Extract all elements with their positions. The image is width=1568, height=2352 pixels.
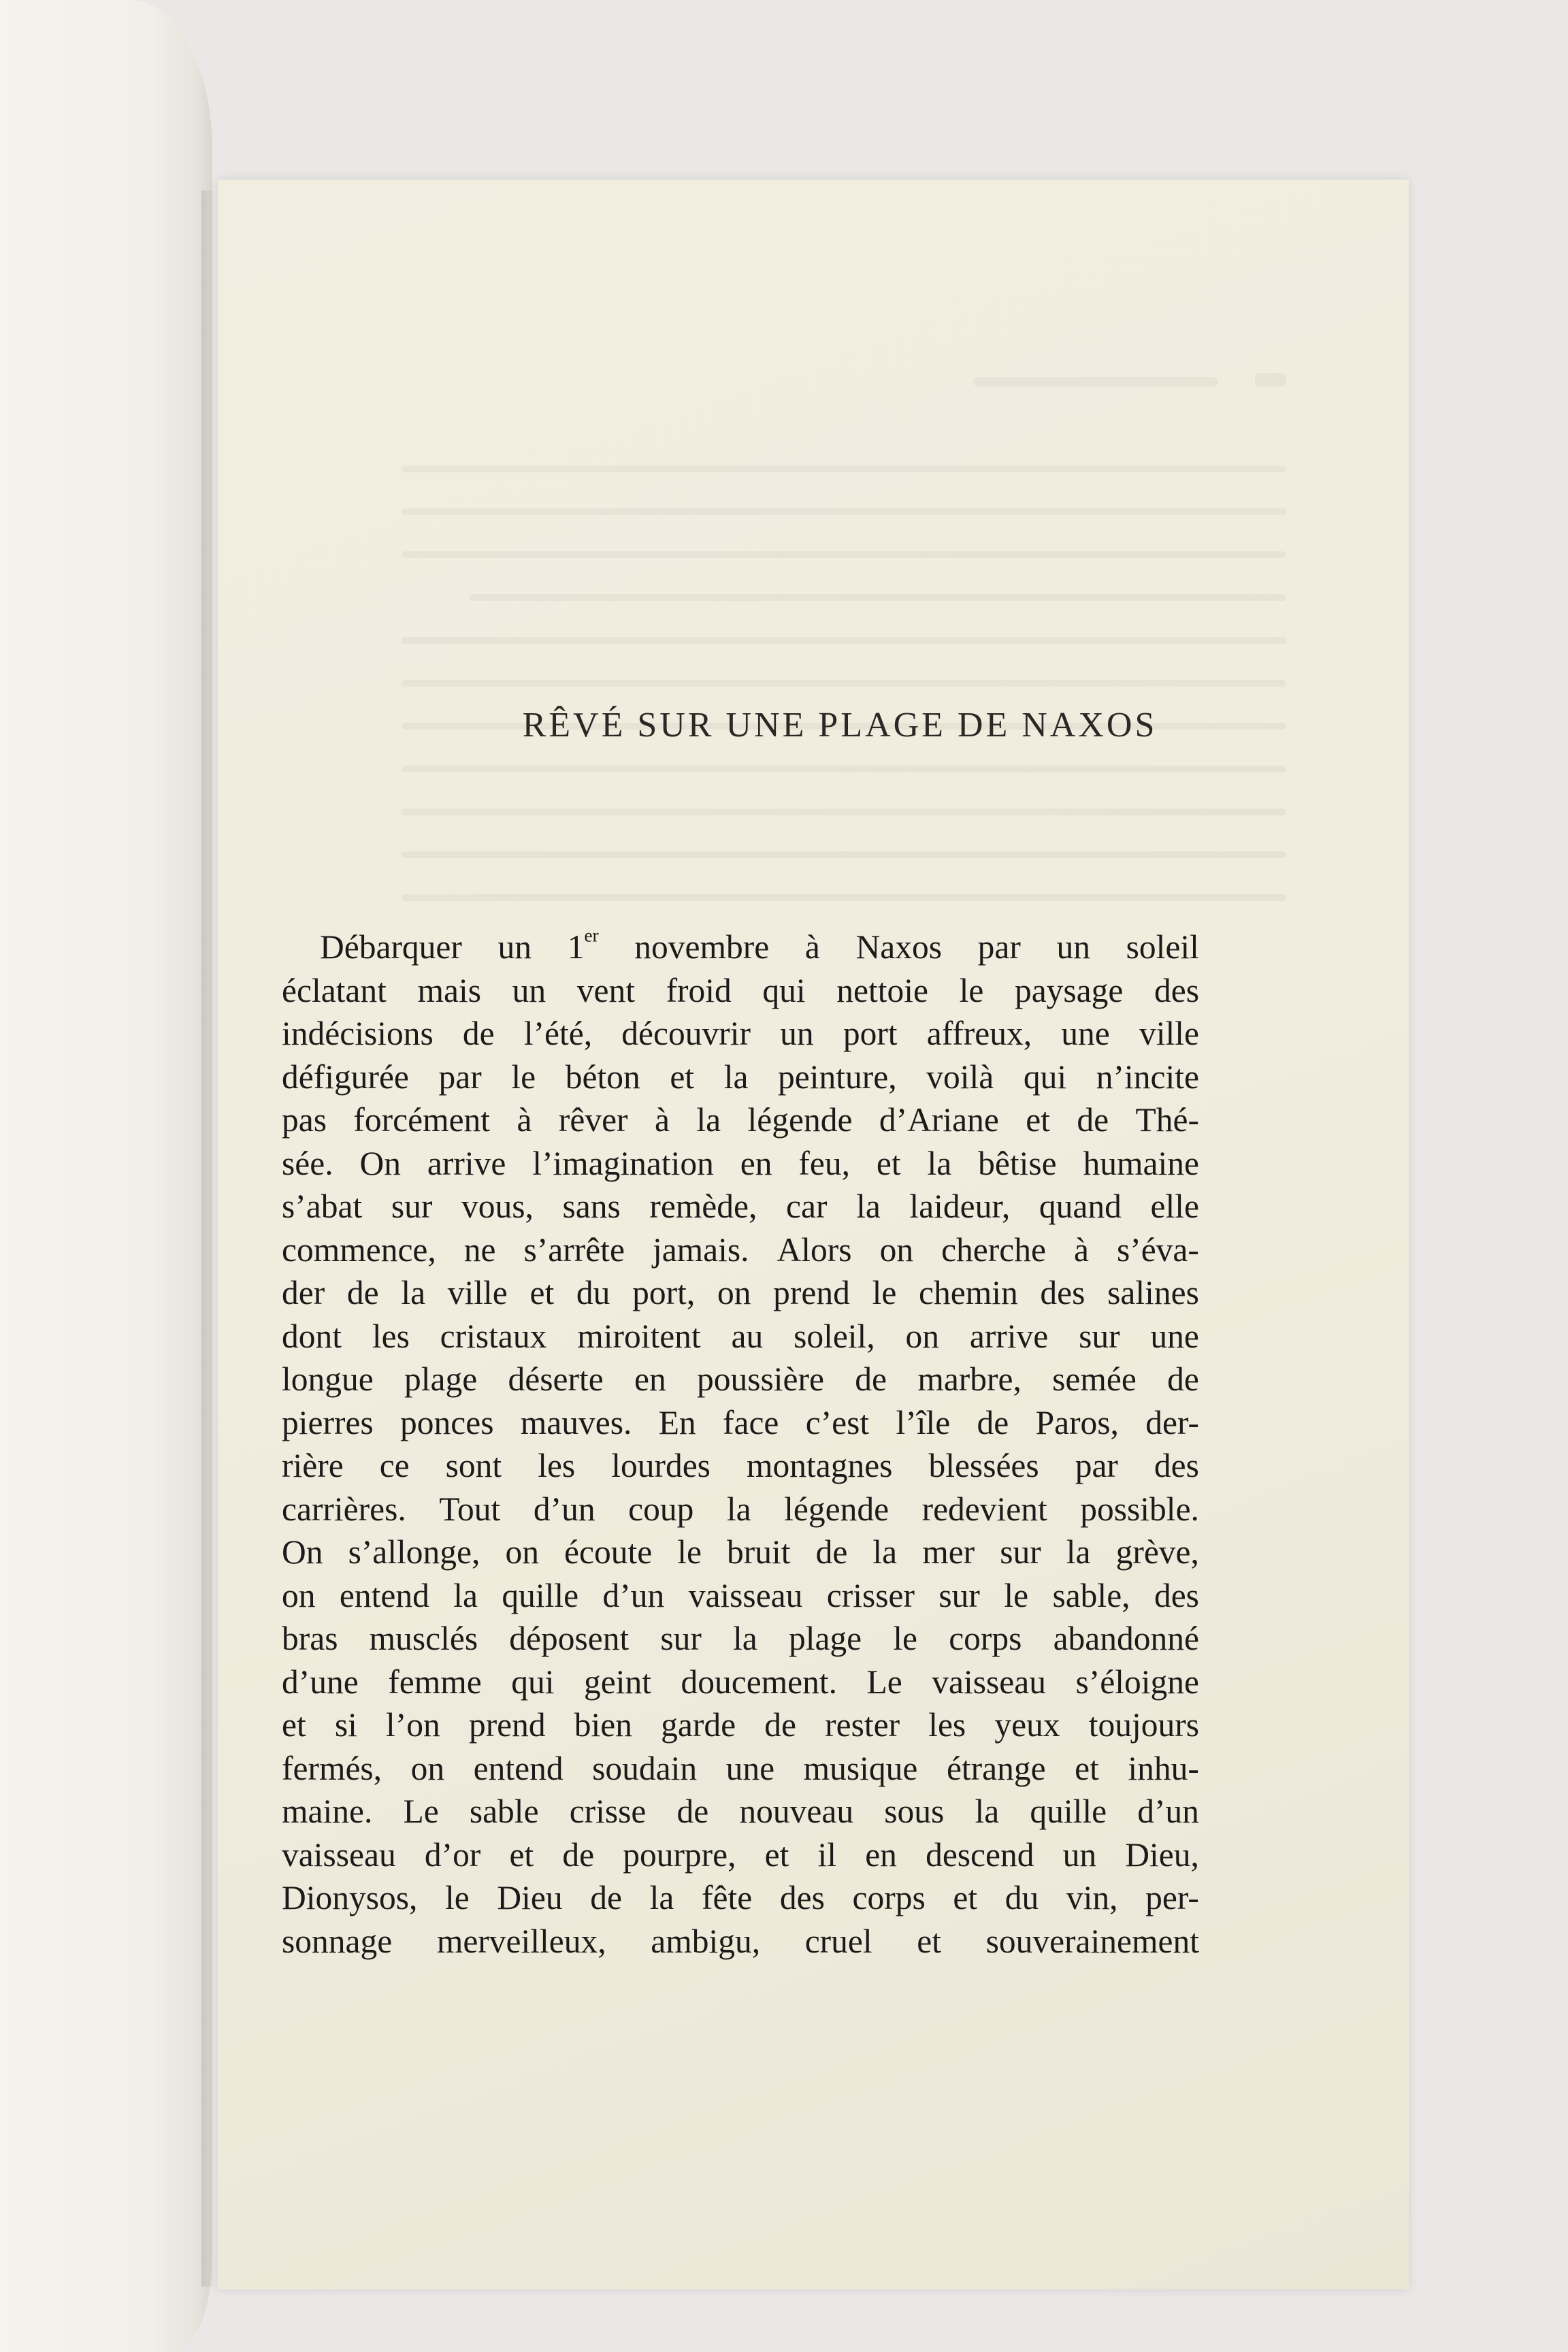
text-line: d’une femme qui geint doucement. Le vaisseau s’éloigne [282,1663,1199,1701]
ghost-line [470,594,1286,601]
text-line: sonnage merveilleux, ambigu, cruel et souverainement [282,1922,1199,1960]
text-line: s’abat sur vous, sans remède, car la laideur, quand elle [282,1188,1199,1225]
page-edge-shadow [201,191,215,2287]
ghost-line [402,680,1286,687]
text-line-first: Débarquer un 1er novembre à Naxos par un soleil [320,925,1199,966]
text-line: pierres ponces mauves. En face c’est l’île de Paros, der- [282,1403,1199,1441]
text-line: fermés, on entend soudain une musique étrange et inhu- [282,1749,1199,1787]
text-line: défigurée par le béton et la peinture, voilà qui n’incite [282,1058,1199,1096]
text-line: et si l’on prend bien garde de rester les yeux toujours [282,1706,1199,1744]
ghost-line [402,466,1286,472]
text-line: sée. On arrive l’imagination en feu, et la bêtise humaine [282,1144,1199,1182]
underlying-page [0,0,212,2352]
text-line: dont les cristaux miroitent au soleil, on arrive sur une [282,1317,1199,1355]
text-line: vaisseau d’or et de pourpre, et il en descend un Dieu, [282,1835,1199,1874]
text-line: commence, ne s’arrête jamais. Alors on cherche à s’éva- [282,1230,1199,1269]
text-line: on entend la quille d’un vaisseau crisser sur le sable, des [282,1576,1199,1614]
ghost-line [402,851,1286,858]
text-line: éclatant mais un vent froid qui nettoie le paysage des [282,971,1199,1009]
text-line: Dionysos, le Dieu de la fête des corps et du vin, per- [282,1879,1199,1916]
text-line: bras musclés déposent sur la plage le corps abandonné [282,1620,1199,1657]
ghost-line [402,508,1286,515]
text-line: der de la ville et du port, on prend le chemin des salines [282,1274,1199,1311]
text-line: longue plage déserte en poussière de marbre, semée de [282,1360,1199,1398]
text-line: carrières. Tout d’un coup la légende redevient possible. [282,1490,1199,1528]
chapter-title: RÊVÉ SUR UNE PLAGE DE NAXOS [522,706,1158,745]
ghost-line [402,894,1286,901]
book-page [218,180,1409,2289]
ghost-line [402,808,1286,815]
body-paragraph [282,926,1199,1963]
ghost-line [402,766,1286,772]
text-line: rière ce sont les lourdes montagnes blessées par des [282,1447,1199,1484]
text-line: pas forcément à rêver à la légende d’Ariane et de Thé- [282,1101,1199,1139]
text-line: On s’allonge, on écoute le bruit de la mer sur la grève, [282,1533,1199,1571]
ghost-line [402,637,1286,644]
ghost-page-number [1255,373,1286,387]
ghost-running-head [973,377,1218,387]
ghost-line [402,551,1286,558]
text-line: maine. Le sable crisse de nouveau sous la quille d’un [282,1793,1199,1830]
text-line: indécisions de l’été, découvrir un port affreux, une ville [282,1015,1199,1052]
